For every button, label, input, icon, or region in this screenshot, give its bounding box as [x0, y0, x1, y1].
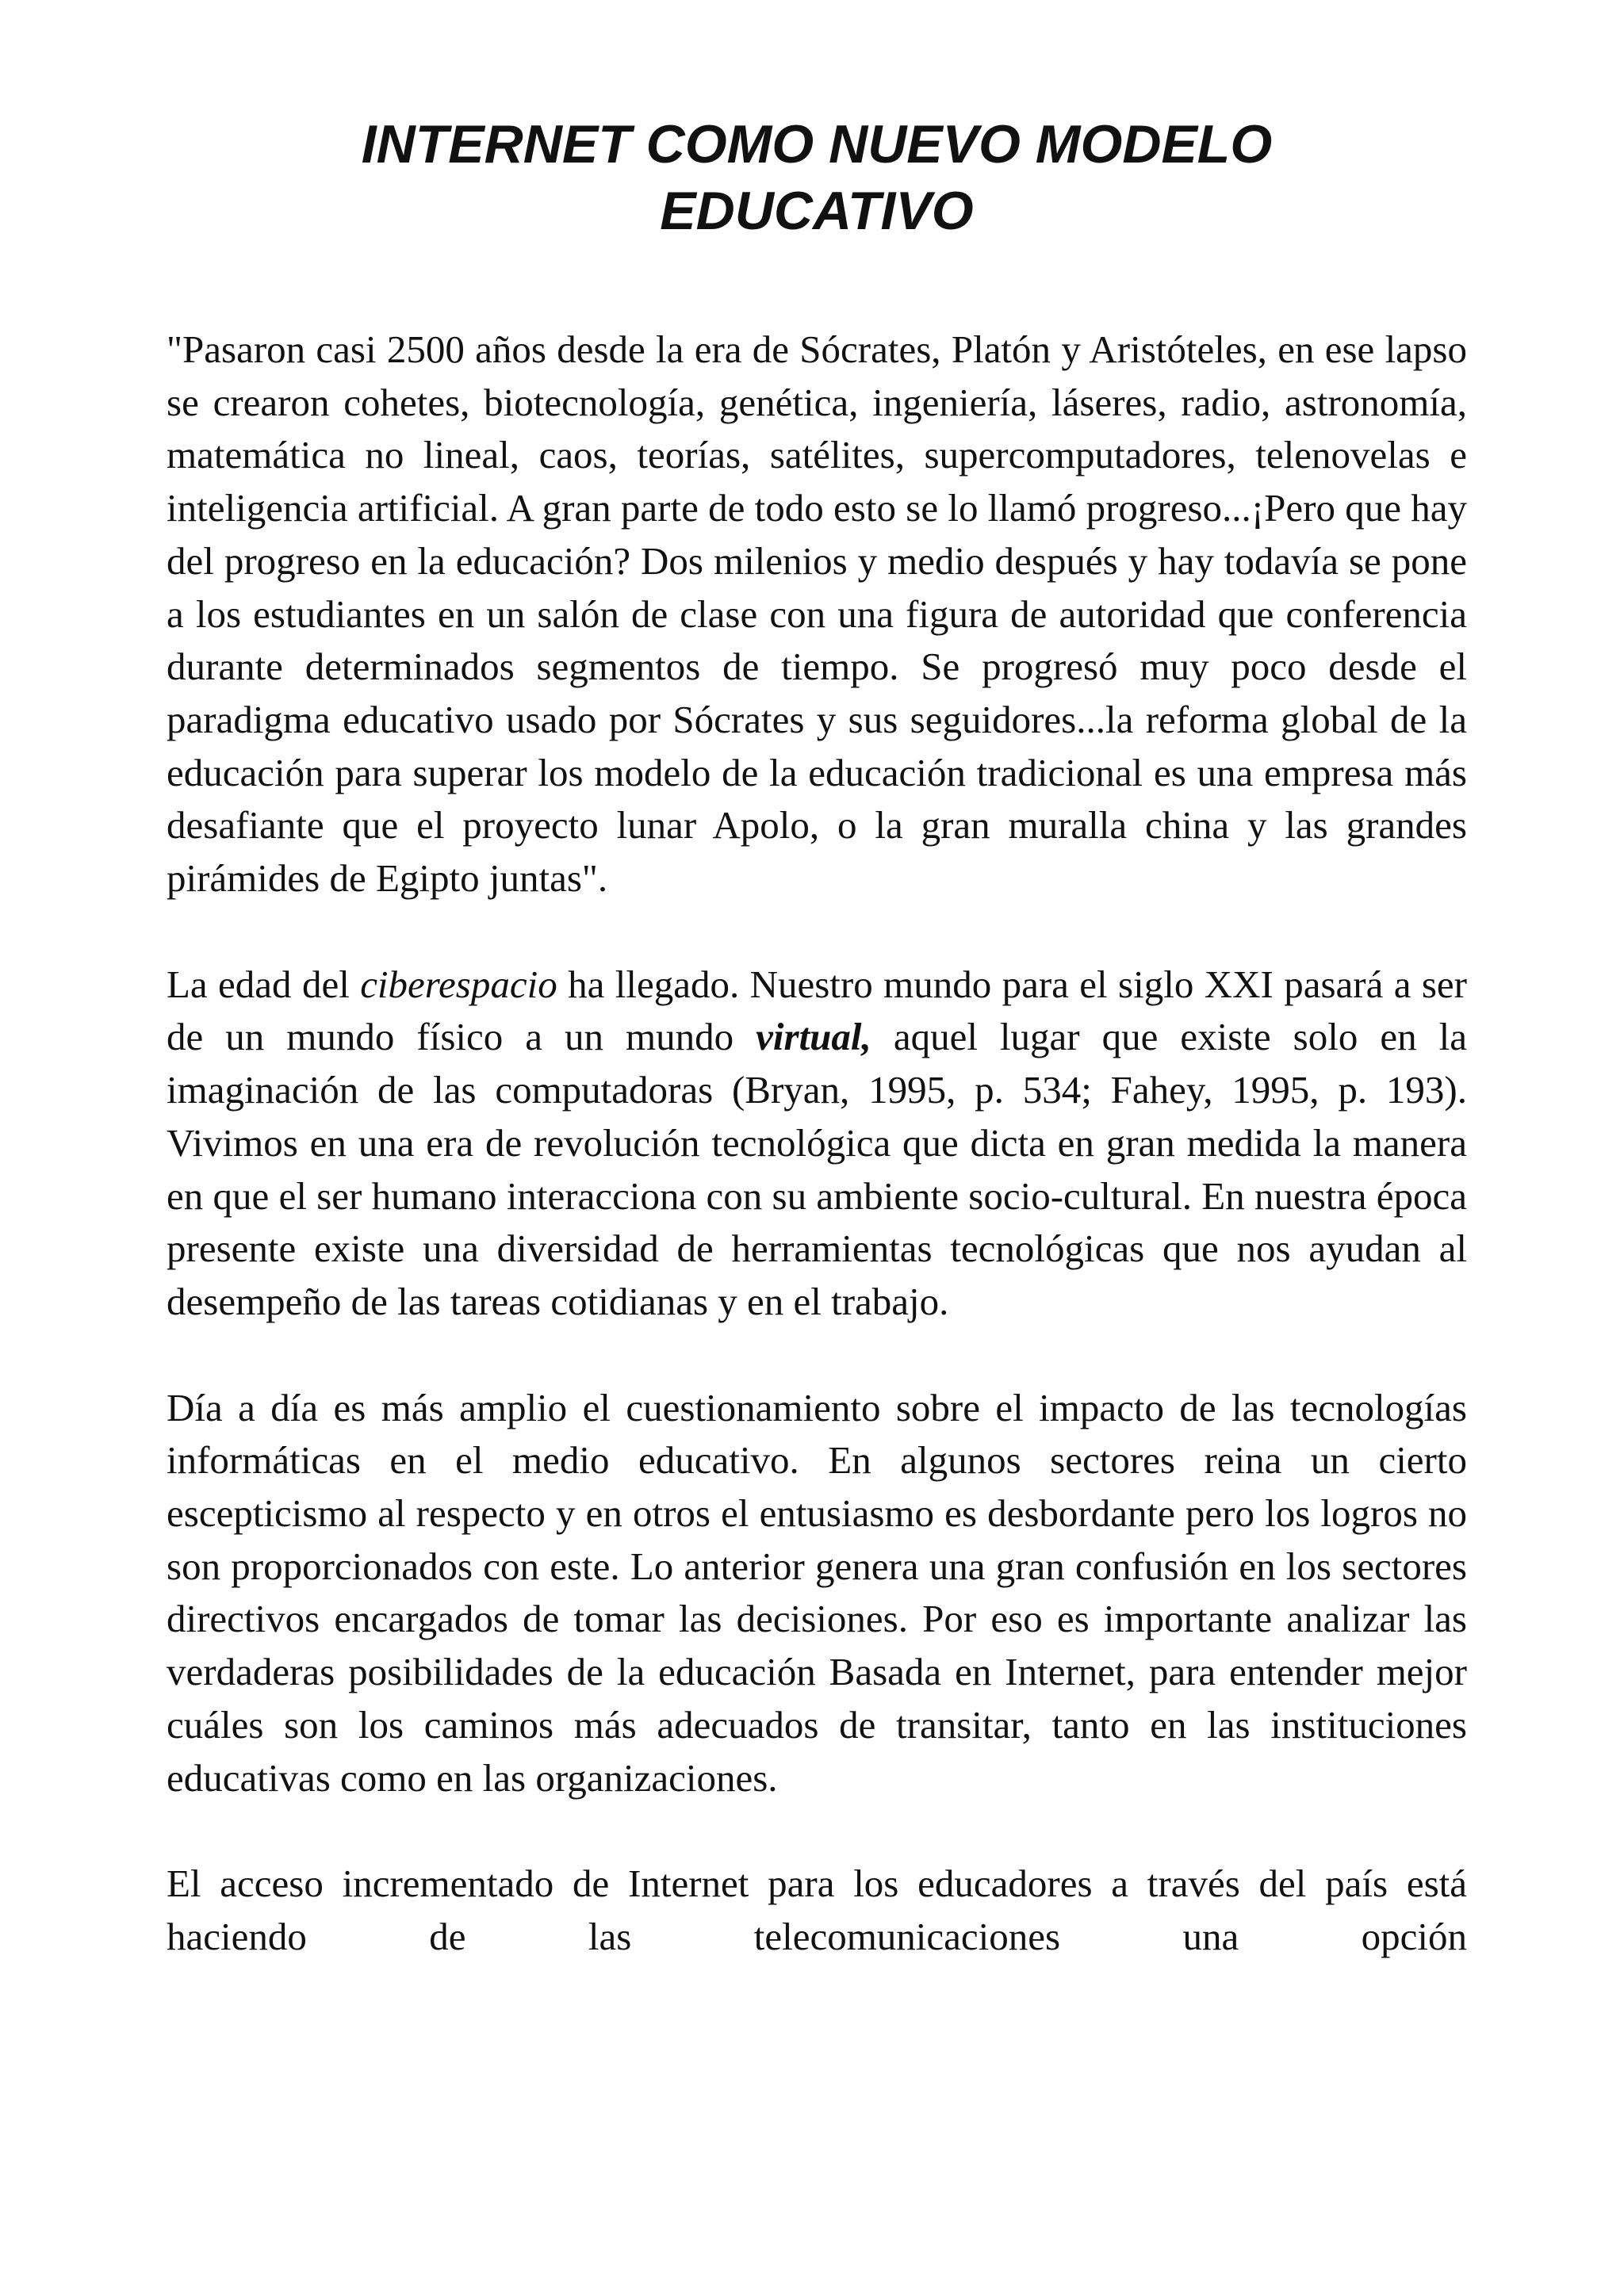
emphasis-virtual: virtual, — [756, 1015, 871, 1059]
paragraph-impact: Día a día es más amplio el cuestionamiento sobre el impacto de las tecnologías informáticas en el medio educativo. En algunos sectores reina un cierto escepticismo al respecto y en otros el entusiasmo es desbordante pero los logros no son proporcionados con este. Lo anterior genera una gran confusión en los sectores directivos encargados de tomar las decisiones. Por eso es importante analizar las verdaderas posibilidades de la educación Basada en Internet, para entender mejor cuáles son los caminos más adecuados de transitar, tanto en las instituciones educativas como en las organizaciones. — [167, 1385, 1467, 1800]
paragraph-cyberspace — [167, 959, 1467, 1329]
document-page — [167, 111, 1467, 2017]
paragraph-text: ha llegado. Nuestro mundo para el siglo XXI pasará a ser de un mundo físico a un mundo — [167, 962, 1467, 1059]
paragraph-access: El acceso incrementado de Internet para los educadores a través del país está haciendo de las telecomunicaciones una opción — [167, 1862, 1467, 1958]
title-line-2: EDUCATIVO — [660, 181, 974, 241]
emphasis-ciberespacio: ciberespacio — [360, 962, 557, 1006]
paragraph-text: aquel lugar que existe solo en la imaginación de las computadoras (Bryan, 1995, p. 534; Fahey, 1995, p. 193). Vivimos en una era de revolución tecnológica que dicta en gran medida la manera en que el ser humano interacciona con su ambiente socio-cultural. En nuestra época presente existe una diversidad de herramientas tecnológicas que nos ayudan al desempeño de las tareas cotidianas y en el trabajo. — [167, 1015, 1467, 1323]
document-title — [167, 111, 1467, 244]
title-line-1: INTERNET COMO NUEVO MODELO — [361, 114, 1273, 174]
paragraph-text: La edad del — [167, 962, 361, 1006]
paragraph-quote: "Pasaron casi 2500 años desde la era de Sócrates, Platón y Aristóteles, en ese lapso se crearon cohetes, biotecnología, genética, ingeniería, láseres, radio, astronomía, matemática no lineal, caos, teorías, satélites, supercomputadores, telenovelas e inteligencia artificial. A gran parte de todo esto se lo llamó progreso...¡Pero que hay del progreso en la educación? Dos milenios y medio después y hay todavía se pone a los estudiantes en un salón de clase con una figura de autoridad que conferencia durante determinados segmentos de tiempo. Se progresó muy poco desde el paradigma educativo usado por Sócrates y sus seguidores...la reforma global de la educación para superar los modelo de la educación tradicional es una empresa más desafiante que el proyecto lunar Apolo, o la gran muralla china y las grandes pirámides de Egipto juntas". — [167, 327, 1467, 901]
